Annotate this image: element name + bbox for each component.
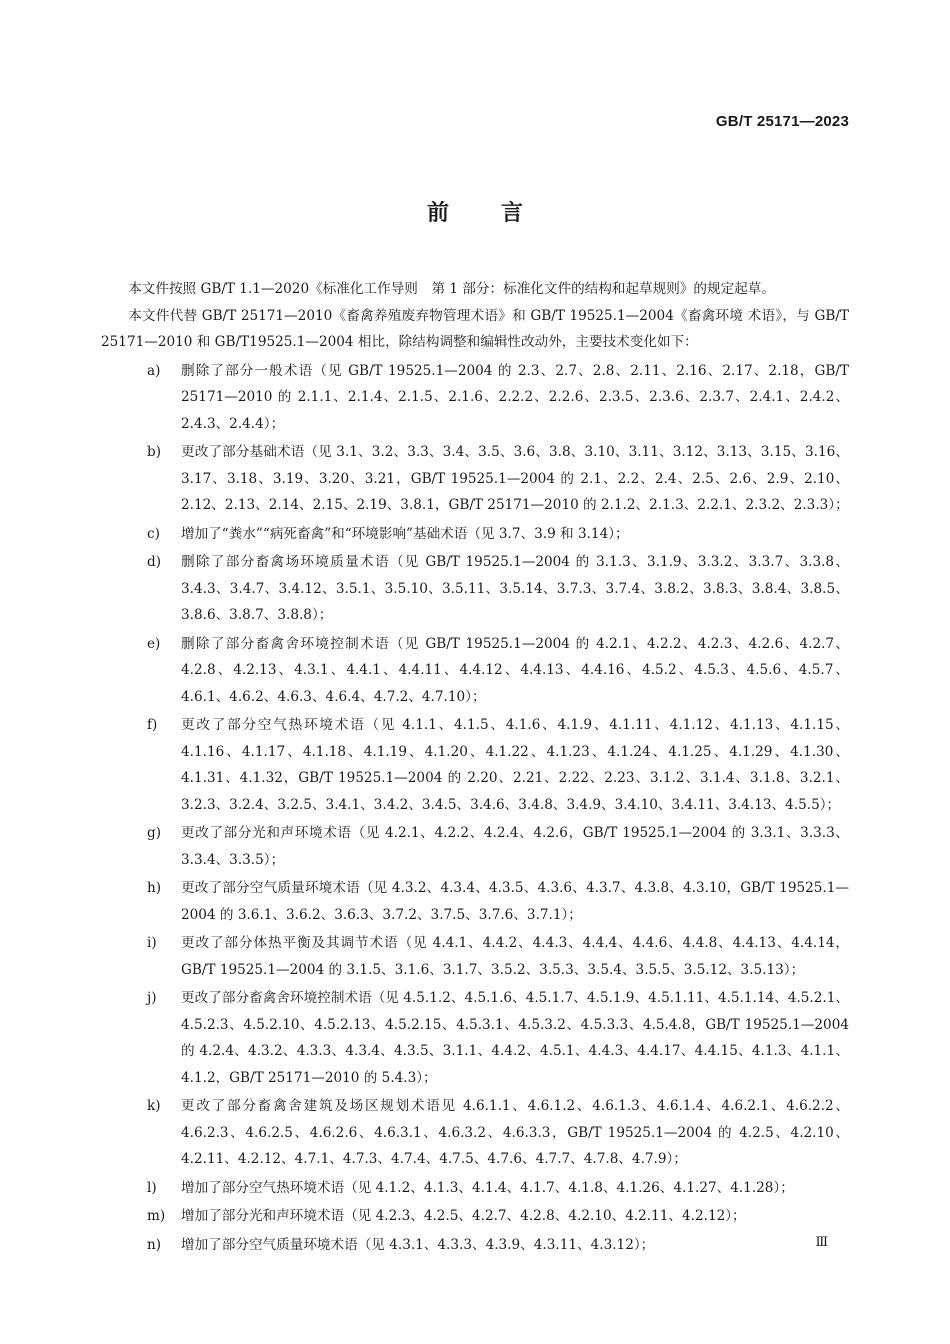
list-item-text: 增加了“粪水”“病死畜禽”和“环境影响”基础术语（见 3.7、3.9 和 3.14）；: [181, 525, 629, 542]
list-item-label: f): [147, 717, 158, 733]
list-item-text: 更改了部分空气质量环境术语（见 4.3.2、4.3.4、4.3.5、4.3.6、4.3.7、4.3.8、4.3.10，GB/T 19525.1—2004 的 3.6.1、3.6.2、3.6.3、3.7.2、3.7.5、3.7.6、3.7.1）；: [181, 880, 849, 923]
list-item-label: m): [147, 1208, 166, 1224]
page-title: [0, 196, 950, 227]
list-item: [101, 820, 849, 873]
list-item-label: j): [147, 990, 157, 1006]
list-item-text: 更改了部分空气热环境术语（见 4.1.1、4.1.5、4.1.6、4.1.9、4.1.11、4.1.12、4.1.13、4.1.15、4.1.16、4.1.17、4.1.18、4.1.19、4.1.20、4.1.22、4.1.23、4.1.24、4.1.25、4.1.29、4.1.30、4.1.31、4.1.32，GB/T 19525.1—2004 的 2.20、2.21、2.22、2.23、3.1.2、3.1.4、3.1.8、3.2.1、3.2.3、3.2.4、3.2.5、3.4.1、3.4.2、3.4.5、3.4.6、3.4.8、3.4.9、3.4.10、3.4.11、3.4.13、4.5.5）；: [181, 717, 849, 813]
paragraph-drafting-rule: 本文件按照 GB/T 1.1—2020《标准化工作导则 第 1 部分：标准化文件的结构和起草规则》的规定起草。: [128, 281, 775, 297]
list-item: [101, 358, 849, 438]
paragraph-replacement: 本文件代替 GB/T 25171—2010《畜禽养殖废弃物管理术语》和 GB/T 19525.1—2004《畜禽环境 术语》，与 GB/T 25171—2010 和 GB/T19525.1—2004 相比，除结构调整和编辑性改动外，主要技术变化如下：: [101, 307, 849, 350]
list-item-label: g): [147, 825, 162, 841]
list-item-label: i): [147, 935, 157, 951]
list-item-text: 增加了部分空气热环境术语（见 4.1.2、4.1.3、4.1.4、4.1.7、4.1.8、4.1.26、4.1.27、4.1.28）；: [181, 1179, 794, 1196]
list-item-text: 更改了部分畜禽舍建筑及场区规划术语见 4.6.1.1、4.6.1.2、4.6.1.3、4.6.1.4、4.6.2.1、4.6.2.2、4.6.2.3、4.6.2.5、4.6.2.6、4.6.3.1、4.6.3.2、4.6.3.3，GB/T 19525.1—2004 的 4.2.5、4.2.10、4.2.11、4.2.12、4.7.1、4.7.3、4.7.4、4.7.5、4.7.6、4.7.7、4.7.8、4.7.9）；: [181, 1098, 849, 1167]
list-item-text: 增加了部分光和声环境术语（见 4.2.3、4.2.5、4.2.7、4.2.8、4.2.10、4.2.11、4.2.12）；: [181, 1208, 746, 1224]
list-item-label: e): [147, 635, 161, 652]
page-number: Ⅲ: [815, 1235, 828, 1250]
list-item-label: d): [147, 554, 162, 570]
list-item-text: 更改了部分畜禽舍环境控制术语（见 4.5.1.2、4.5.1.6、4.5.1.7、4.5.1.9、4.5.1.11、4.5.1.14、4.5.2.1、4.5.2.3、4.5.2.10、4.5.2.13、4.5.2.15、4.5.3.1、4.5.3.2、4.5.3.3、4.5.4.8，GB/T 19525.1—2004 的 4.2.4、4.3.2、4.3.3、4.3.4、4.3.5、3.1.1、4.4.2、4.5.1、4.4.3、4.4.17、4.4.15、4.1.3、4.1.1、4.1.2，GB/T 25171—2010 的 5.4.3）；: [181, 990, 849, 1086]
list-item-label: l): [147, 1179, 157, 1196]
list-item-label: a): [147, 362, 161, 379]
list-item-label: h): [147, 880, 162, 896]
title-char-2: 言: [501, 201, 524, 226]
list-item: [101, 985, 849, 1091]
list-item: [101, 439, 849, 519]
document-body: [101, 276, 849, 1258]
list-item-text: 增加了部分空气质量环境术语（见 4.3.1、4.3.3、4.3.9、4.3.11、4.3.12）；: [181, 1236, 655, 1253]
list-item: [101, 549, 849, 629]
list-item: [101, 712, 849, 818]
list-item: [101, 1232, 849, 1259]
list-item-text: 更改了部分光和声环境术语（见 4.2.1、4.2.2、4.2.4、4.2.6，GB/T 19525.1—2004 的 3.3.1、3.3.3、3.3.4、3.3.5）；: [181, 825, 849, 868]
list-item: [101, 1203, 849, 1230]
list-item-label: b): [147, 444, 162, 460]
list-item: [101, 631, 849, 711]
list-item: [101, 521, 849, 548]
list-item-text: 删除了部分畜禽场环境质量术语（见 GB/T 19525.1—2004 的 3.1.3、3.1.9、3.3.2、3.3.7、3.3.8、3.4.3、3.4.7、3.4.12、3.5.1、3.5.10、3.5.11、3.5.14、3.7.3、3.7.4、3.8.2、3.8.3、3.8.4、3.8.5、3.8.6、3.8.7、3.8.8）；: [181, 554, 849, 623]
list-item-label: n): [147, 1236, 162, 1253]
change-list: [101, 358, 849, 1259]
title-char-1: 前: [426, 201, 449, 226]
list-item-text: 删除了部分畜禽舍环境控制术语（见 GB/T 19525.1—2004 的 4.2.1、4.2.2、4.2.3、4.2.6、4.2.7、4.2.8、4.2.13、4.3.1、4.4.1、4.4.11、4.4.12、4.4.13、4.4.16、4.5.2、4.5.3、4.5.6、4.5.7、4.6.1、4.6.2、4.6.3、4.6.4、4.7.2、4.7.10）；: [181, 635, 849, 705]
list-item-label: k): [147, 1098, 161, 1114]
list-item: [101, 1093, 849, 1173]
list-item-text: 更改了部分基础术语（见 3.1、3.2、3.3、3.4、3.5、3.6、3.8、3.10、3.11、3.12、3.13、3.15、3.16、3.17、3.18、3.19、3.20、3.21，GB/T 19525.1—2004 的 2.1、2.2、2.4、2.5、2.6、2.9、2.10、2.12、2.13、2.14、2.15、2.19、3.8.1，GB/T 25171—2010 的 2.1.2、2.1.3、2.2.1、2.3.2、2.3.3）；: [181, 444, 849, 513]
list-item: [101, 1175, 849, 1202]
list-item-label: c): [147, 525, 160, 542]
document-code: GB/T 25171—2023: [715, 113, 849, 130]
list-item-text: 删除了部分一般术语（见 GB/T 19525.1—2004 的 2.3、2.7、2.8、2.11、2.16、2.17、2.18，GB/T 25171—2010 的 2.1.1、2.1.4、2.1.5、2.1.6、2.2.2、2.2.6、2.3.5、2.3.6、2.3.7、2.4.1、2.4.2、2.4.3、2.4.4）；: [181, 362, 849, 432]
list-item: [101, 930, 849, 983]
list-item: [101, 875, 849, 928]
list-item-text: 更改了部分体热平衡及其调节术语（见 4.4.1、4.4.2、4.4.3、4.4.4、4.4.6、4.4.8、4.4.13、4.4.14，GB/T 19525.1—2004 的 3.1.5、3.1.6、3.1.7、3.5.2、3.5.3、3.5.4、3.5.5、3.5.12、3.5.13）；: [181, 935, 849, 978]
